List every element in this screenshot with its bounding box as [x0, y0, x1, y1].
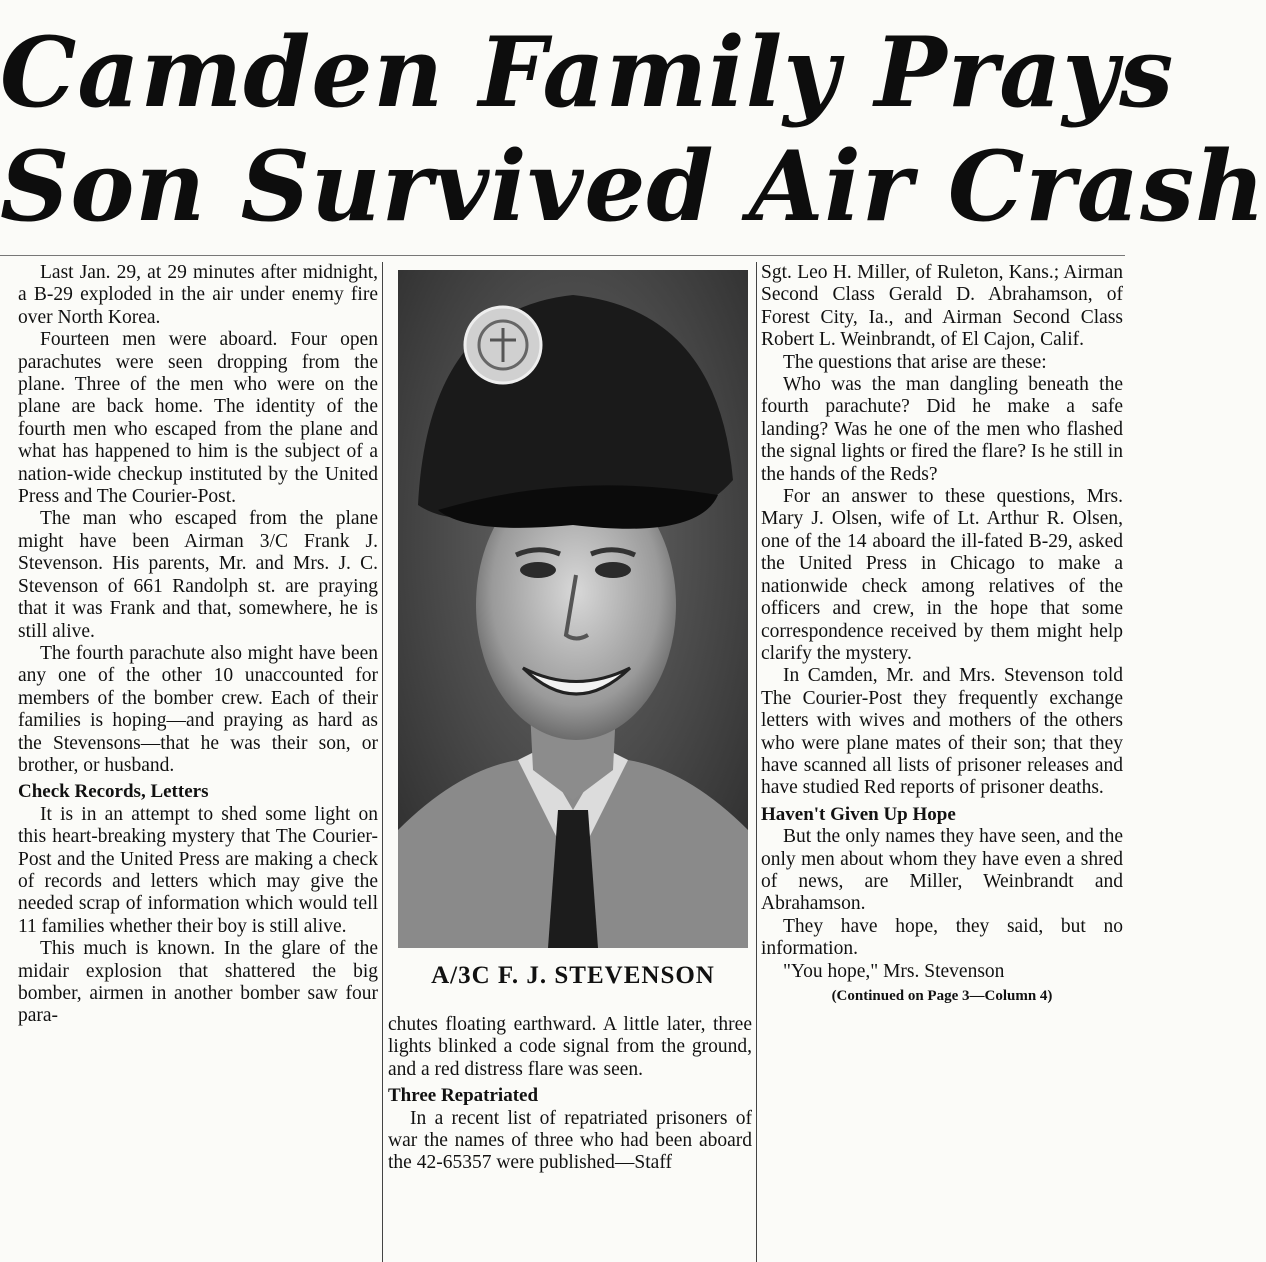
paragraph: Who was the man dangling beneath the fourth parachute? Did he make a safe landing? Was he one of the men who flashed the signal lights or fired the flare? Is he still in the hands of the Reds? [761, 374, 1123, 485]
column-1 [18, 262, 383, 1262]
photo-caption: A/3C F. J. STEVENSON [431, 962, 715, 989]
paragraph: Fourteen men were aboard. Four open parachutes were seen dropping from the plane. Three of the men who were on the plane are back home. The identity of the fourth men who escaped from the plane and what has happened to him is the subject of a nation-wide checkup instituted by the United Press and The Courier-Post. [18, 329, 378, 508]
headline-line-2: Son Survived Air Crash [0, 130, 1266, 243]
paragraph: Sgt. Leo H. Miller, of Ruleton, Kans.; Airman Second Class Gerald D. Abrahamson, of Forest City, Ia., and Airman Second Class Robert L. Weinbrandt, of El Cajon, Calif. [761, 262, 1123, 351]
paragraph: They have hope, they said, but no information. [761, 915, 1123, 960]
headline-line-1: Camden Family Prays [0, 16, 1175, 129]
paragraph: "You hope," Mrs. Stevenson [783, 960, 1005, 982]
paragraph: The fourth parachute also might have been any one of the other 10 unaccounted for members of the bomber crew. Each of their families is hoping—and praying as hard as the Stevensons—that he was their son, or brother, or husband. [18, 642, 378, 776]
headline-divider [0, 255, 1125, 256]
paragraph: Last Jan. 29, at 29 minutes after midnight, a B-29 exploded in the air under enemy fire over North Korea. [18, 262, 378, 328]
paragraph: For an answer to these questions, Mrs. Mary J. Olsen, wife of Lt. Arthur R. Olsen, one of the 14 aboard the ill-fated B-29, asked the United Press in Chicago to make a nationwide check among relatives of the officers and crew, in the hope that some correspondence received by them might help clarify the mystery. [761, 486, 1123, 664]
paragraph: This much is known. In the glare of the midair explosion that shattered the big bomber, airmen in another bomber saw four para- [18, 938, 378, 1027]
portrait-photo [398, 270, 748, 948]
paragraph: In a recent list of repatriated prisoners of war the names of three who had been aboard the 42-65357 were published—Staff [388, 1107, 752, 1174]
paragraph: It is in an attempt to shed some light on this heart-breaking mystery that The Courier-Post and the United Press are making a check of records and letters which may give the needed scrap of information which would tell 11 families whether their boy is still alive. [18, 803, 378, 937]
column-2-text [388, 1014, 752, 1175]
paragraph: But the only names they have seen, and the only men about whom they have even a shred of news, are Miller, Weinbrandt and Abrahamson. [761, 826, 1123, 915]
column-3 [756, 262, 1123, 1262]
paragraph: In Camden, Mr. and Mrs. Stevenson told The Courier-Post they frequently exchange letters with wives and mothers of the others who were plane mates of their son; that they have scanned all lists of prisoner releases and have studied Red reports of prisoner deaths. [761, 665, 1123, 799]
subhead-check-records: Check Records, Letters [18, 781, 209, 803]
subhead-three-repatriated: Three Repatriated [388, 1085, 539, 1107]
paragraph: The man who escaped from the plane might have been Airman 3/C Frank J. Stevenson. His parents, Mr. and Mrs. J. C. Stevenson of 661 Randolph st. are praying that it was Frank and that, somewhere, he is still alive. [18, 508, 378, 642]
continued-notice: (Continued on Page 3—Column 4) [831, 988, 1053, 1004]
subhead-havent-given-up: Haven't Given Up Hope [761, 803, 956, 825]
paragraph: The questions that arise are these: [783, 351, 1047, 373]
portrait-image [398, 270, 748, 948]
paragraph: chutes floating earthward. A little later, three lights blinked a code signal from the ground, and a red distress flare was seen. [388, 1014, 752, 1080]
